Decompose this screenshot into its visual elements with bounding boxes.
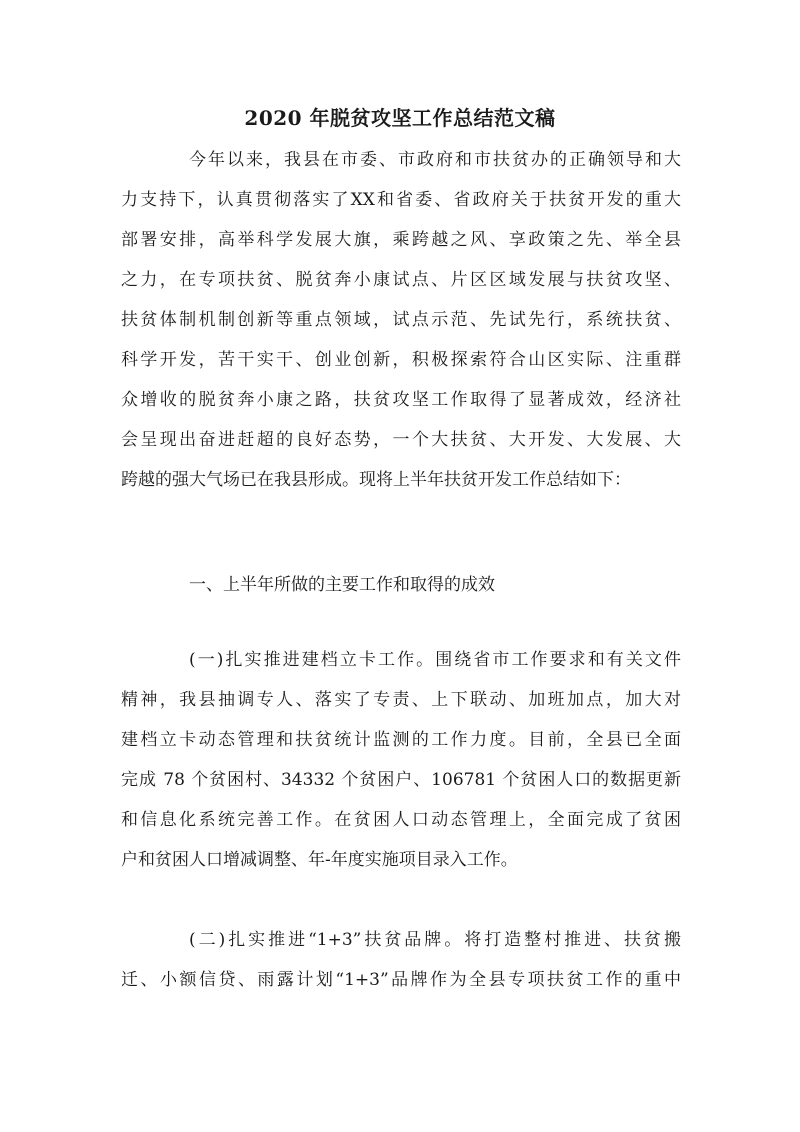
sub1-line-2: 精神，我县抽调专人、落实了专责、上下联动、加班加点，加大对 — [121, 690, 681, 710]
intro-line-4: 之力，在专项扶贫、脱贫奔小康试点、片区区域发展与扶贫攻坚、 — [121, 270, 681, 290]
intro-line-3: 部署安排，高举科学发展大旗，乘跨越之风、享政策之先、举全县 — [121, 230, 681, 250]
intro-line-6: 科学开发，苦干实干、创业创新，积极探索符合山区实际、注重群 — [121, 350, 681, 370]
sub1-line-6: 户和贫困人口增减调整、年-年度实施项目录入工作。 — [121, 850, 518, 870]
intro-line-1: 今年以来，我县在市委、市政府和市扶贫办的正确领导和大 — [189, 150, 681, 170]
intro-line-5: 扶贫体制机制创新等重点领域，试点示范、先试先行，系统扶贫、 — [121, 310, 681, 330]
section-heading-1: 一、上半年所做的主要工作和取得的成效 — [189, 575, 495, 595]
intro-line-9: 跨越的强大气场已在我县形成。现将上半年扶贫开发工作总结如下： — [121, 470, 631, 490]
intro-line-8: 会呈现出奋进赶超的良好态势，一个大扶贫、大开发、大发展、大 — [121, 430, 681, 450]
intro-line-2: 力支持下，认真贯彻落实了XX和省委、省政府关于扶贫开发的重大 — [121, 190, 681, 210]
sub1-line-3: 建档立卡动态管理和扶贫统计监测的工作力度。目前，全县已全面 — [121, 730, 681, 750]
intro-line-7: 众增收的脱贫奔小康之路，扶贫攻坚工作取得了显著成效，经济社 — [121, 390, 681, 410]
sub1-line-5: 和信息化系统完善工作。在贫困人口动态管理上，全面完成了贫困 — [121, 810, 681, 830]
sub2-line-1: (二)扎实推进“1+3”扶贫品牌。将打造整村推进、扶贫搬 — [189, 930, 681, 950]
sub2-line-2: 迁、小额信贷、雨露计划“1+3”品牌作为全县专项扶贫工作的重中 — [121, 970, 681, 990]
sub1-line-4: 完成 78 个贫困村、34332 个贫困户、106781 个贫困人口的数据更新 — [121, 770, 681, 790]
document-title: 2020 年脱贫攻坚工作总结范文稿 — [244, 106, 556, 130]
sub1-line-1: (一)扎实推进建档立卡工作。围绕省市工作要求和有关文件 — [189, 650, 681, 670]
